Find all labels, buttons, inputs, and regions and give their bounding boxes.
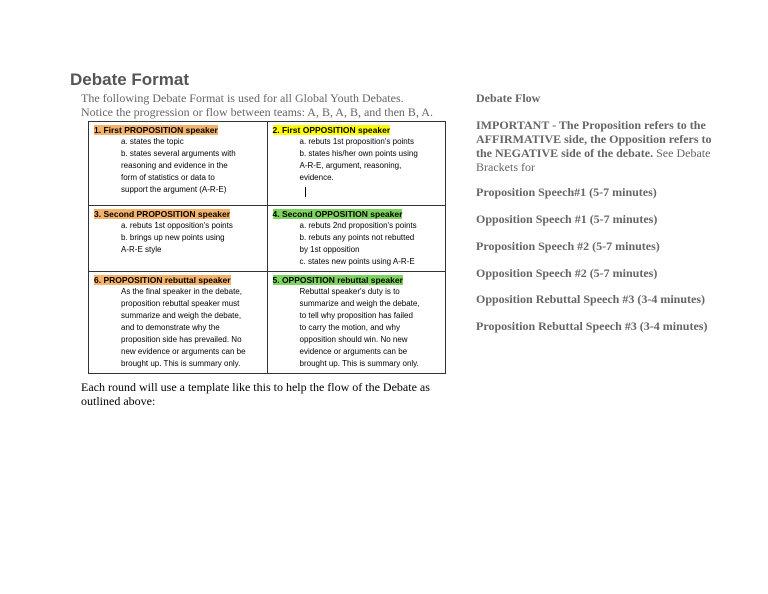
cell-line: a. rebuts 2nd proposition's points [299,221,417,230]
cell-line: support the argument (A-R-E) [121,185,227,194]
cell-heading: 1. First PROPOSITION speaker [94,125,218,135]
cell-heading: 4. Second OPPOSITION speaker [272,209,403,219]
cell-line: a. rebuts 1st opposition's points [121,221,233,230]
table-row [89,272,446,374]
document-title: Debate Format [70,70,190,89]
cell-line: a. states the topic [121,137,184,146]
cell-line: to carry the motion, and why [299,323,400,332]
speech-item: Opposition Speech #1 (5-7 minutes) [476,212,658,226]
intro-paragraph [81,91,433,119]
cell-line: evidence or arguments can be [299,347,408,356]
cell-line: A-R-E, argument, reasoning, [299,161,402,170]
cell-line: As the final speaker in the debate, [121,287,242,296]
outro-line-1: Each round will use a template like this to help the flow of the Debate as [81,380,430,394]
cell-line: proposition side has prevailed. No [121,335,242,344]
cell-line: to tell why proposition has failed [299,311,413,320]
cell-line: and to demonstrate why the [121,323,220,332]
cell-heading: 5. OPPOSITION rebuttal speaker [272,275,403,285]
table-row [89,206,446,272]
cell-line: b. rebuts any points not rebutted [299,233,415,242]
cell-line: new evidence or arguments can be [121,347,246,356]
cell-proposition-rebuttal [89,272,268,374]
cell-first-proposition [89,122,268,206]
cell-second-proposition [89,206,268,272]
cell-line: Rebuttal speaker's duty is to [299,287,400,296]
cell-first-opposition [267,122,446,206]
cell-heading: 3. Second PROPOSITION speaker [94,209,231,219]
cell-line: b. states his/her own points using [299,149,418,158]
cell-line: by 1st opposition [299,245,360,254]
cell-line: summarize and weigh the debate, [121,311,242,320]
table-row [89,122,446,206]
debate-format-table [88,121,446,374]
outro-paragraph [81,380,430,408]
text-cursor [273,184,442,202]
speech-item: Proposition Speech#1 (5-7 minutes) [476,185,657,199]
cell-heading: 2. First OPPOSITION speaker [272,125,391,135]
cell-line: opposition should win. No new [299,335,408,344]
cell-line: c. states new points using A-R-E [299,257,415,266]
cell-opposition-rebuttal [267,272,446,374]
cell-line: form of statistics or data to [121,173,215,182]
cell-second-opposition [267,206,446,272]
cell-line: reasoning and evidence in the [121,161,228,170]
debate-flow-heading: Debate Flow [476,91,541,105]
cell-line: a. rebuts 1st proposition's points [299,137,414,146]
intro-line-2: Notice the progression or flow between teams: A, B, A, B, and then B, A. [81,105,433,119]
speech-item: Proposition Rebuttal Speech #3 (3-4 minutes) [476,319,708,333]
important-note [476,118,716,174]
intro-line-1: The following Debate Format is used for all Global Youth Debates. [81,91,404,105]
cell-line: b. brings up new points using [121,233,225,242]
cell-line: brought up. This is summary only. [299,359,419,368]
speech-item: Proposition Speech #2 (5-7 minutes) [476,239,660,253]
speech-item: Opposition Speech #2 (5-7 minutes) [476,266,658,280]
cell-line: evidence. [299,173,334,182]
speech-item: Opposition Rebuttal Speech #3 (3-4 minutes) [476,292,706,306]
important-bold-text: IMPORTANT - The Proposition refers to the AFFIRMATIVE side, the Opposition refers to the NEGATIVE side of the debate. [476,118,712,160]
cell-line: summarize and weigh the debate, [299,299,420,308]
outro-line-2: outlined above: [81,394,156,408]
important-rest-text: See Debate Brackets for [476,146,711,174]
cell-line: A-R-E style [121,245,162,254]
cell-line: b. states several arguments with [121,149,236,158]
cell-heading: 6. PROPOSITION rebuttal speaker [94,275,231,285]
cell-line: proposition rebuttal speaker must [121,299,240,308]
cell-line: brought up. This is summary only. [121,359,241,368]
